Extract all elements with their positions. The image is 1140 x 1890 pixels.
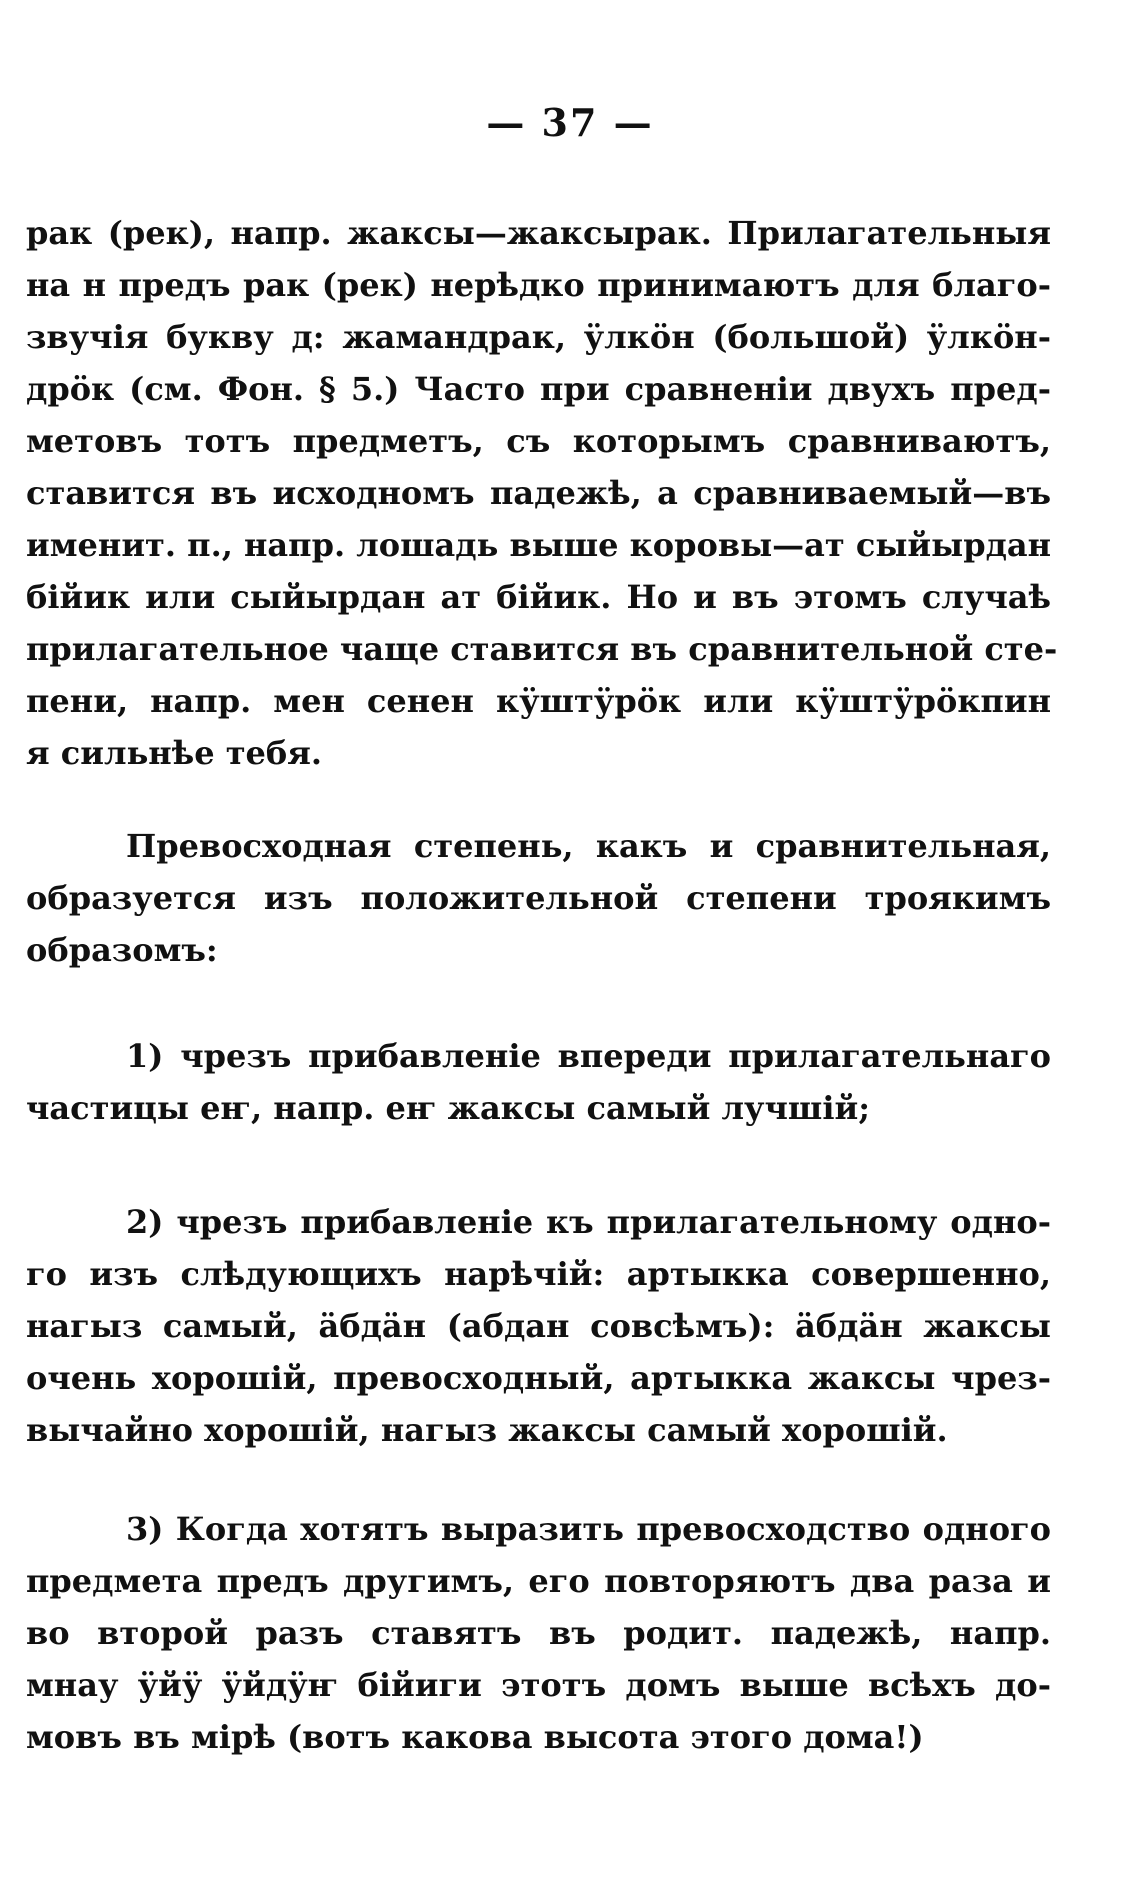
paragraph-method-2: [26, 1196, 1051, 1456]
text-line: очень хорошій, превосходный, артыкка жаксы чрез-: [26, 1359, 1051, 1397]
text-line: звучія букву д: жамандрак, ӱлкӧн (большой) ӱлкӧн-: [26, 318, 1051, 356]
text-line: 3) Когда хотятъ выразить превосходство одного: [126, 1510, 1051, 1548]
text-line: пени, напр. мен сенен кӱштӱрӧк или кӱштӱрӧкпин: [26, 682, 1051, 720]
text-line: Превосходная степень, какъ и сравнительная,: [126, 827, 1051, 865]
text-line: предмета предъ другимъ, его повторяютъ два раза и: [26, 1562, 1051, 1600]
paragraph-method-3: [26, 1503, 1051, 1763]
text-line: мовъ въ мірѣ (вотъ какова высота этого дома!): [26, 1718, 924, 1756]
text-line: го изъ слѣдующихъ нарѣчій: артыкка совершенно,: [26, 1255, 1051, 1293]
text-line: во второй разъ ставятъ въ родит. падежѣ, напр.: [26, 1614, 1051, 1652]
text-line: 2) чрезъ прибавленіе къ прилагательному одно-: [126, 1203, 1051, 1241]
text-line: дрӧк (см. Фон. § 5.) Часто при сравненіи двухъ пред-: [26, 370, 1051, 408]
paragraph-superlative-intro: [26, 820, 1051, 976]
text-line: именит. п., напр. лошадь выше коровы—ат сыйырдан: [26, 526, 1052, 564]
text-line: рак (рек), напр. жаксы—жаксырак. Прилагательныя: [26, 214, 1051, 252]
text-line: на н предъ рак (рек) нерѣдко принимаютъ для благо-: [26, 266, 1051, 304]
text-line: прилагательное чаще ставится въ сравнительной сте-: [26, 630, 1058, 668]
text-line: метовъ тотъ предметъ, съ которымъ сравниваютъ,: [26, 422, 1051, 460]
page-number: — 37 —: [486, 100, 654, 145]
text-line: вычайно хорошій, нагыз жаксы самый хорошій.: [26, 1411, 948, 1449]
text-line: ставится въ исходномъ падежѣ, а сравниваемый—въ: [26, 474, 1051, 512]
text-line: 1) чрезъ прибавленіе впереди прилагательнаго: [126, 1037, 1051, 1075]
text-line: нагыз самый, ӓбдӓн (абдан совсѣмъ): ӓбдӓн жаксы: [26, 1307, 1051, 1345]
text-line: бійик или сыйырдан ат бійик. Но и въ этомъ случаѣ: [26, 578, 1051, 616]
text-line: образуется изъ положительной степени троякимъ: [26, 879, 1051, 917]
text-line: мнау ӱйӱ ӱйдӱҥ бійиги этотъ домъ выше всѣхъ до-: [26, 1666, 1051, 1704]
text-line: я сильнѣе тебя.: [26, 734, 323, 772]
paragraph-comparative-degree: [26, 207, 1058, 779]
text-line: частицы еҥ, напр. еҥ жаксы самый лучшій;: [26, 1089, 871, 1127]
text-line: образомъ:: [26, 931, 218, 969]
paragraph-method-1: [26, 1030, 1051, 1134]
